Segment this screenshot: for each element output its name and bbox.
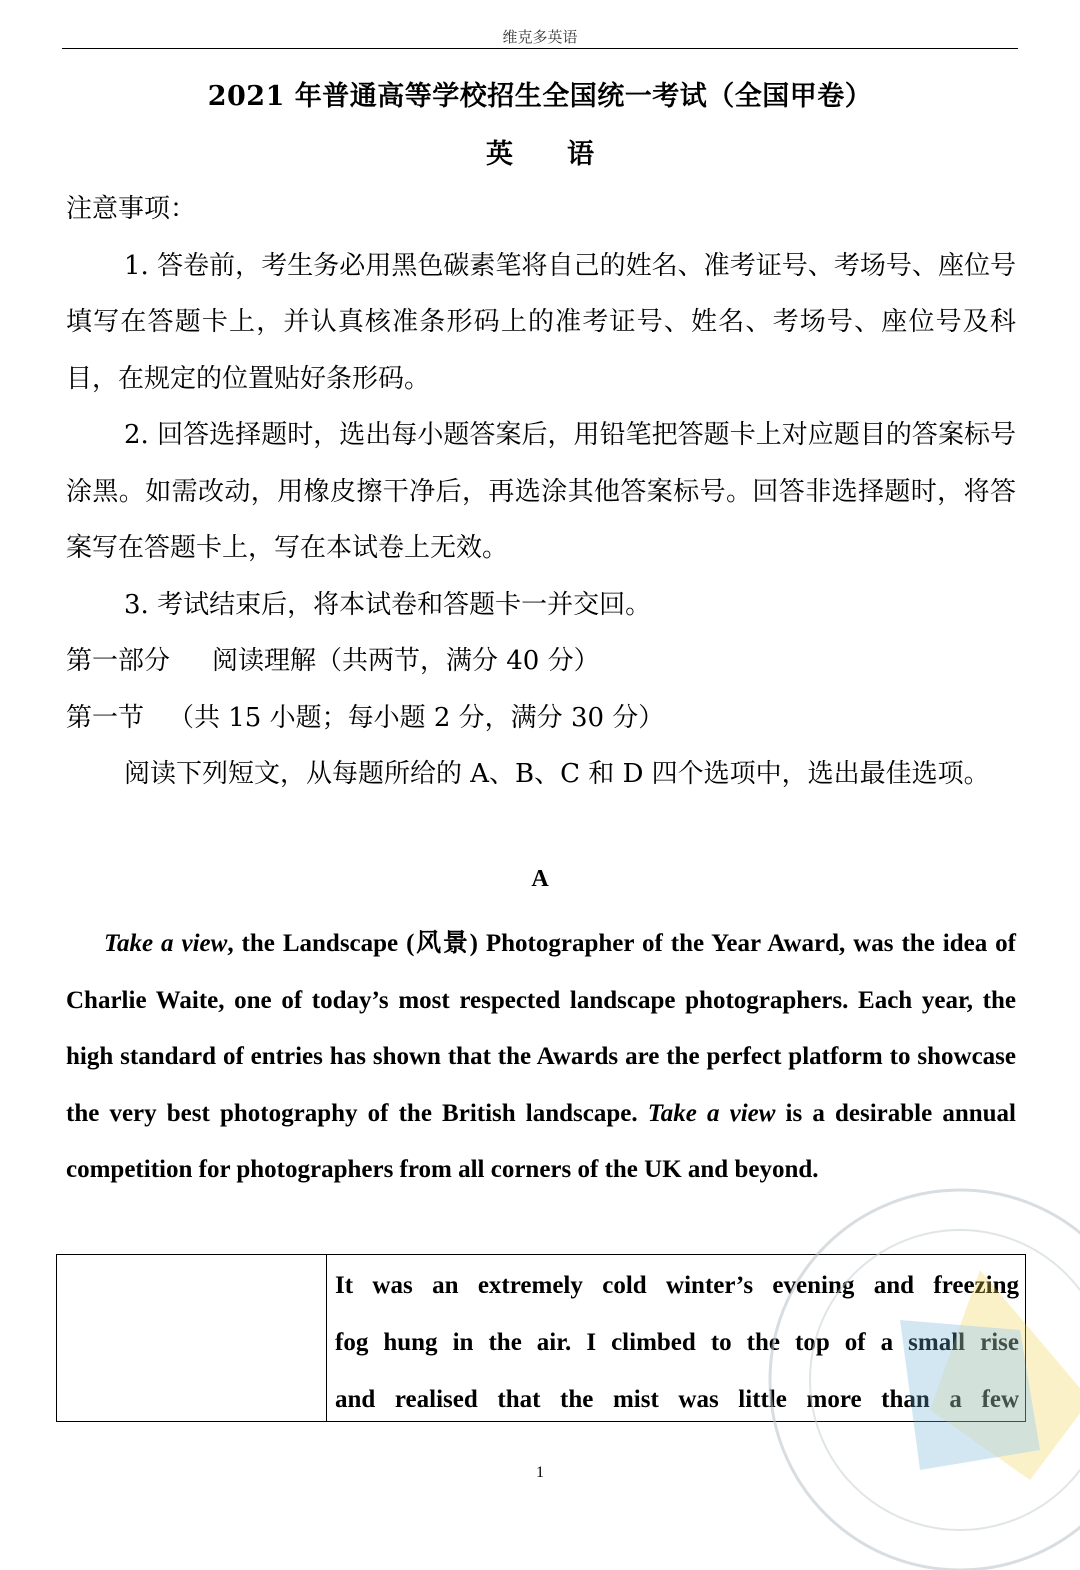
part-heading xyxy=(66,633,1016,690)
entry-table xyxy=(56,1254,1026,1422)
section-label: 第一节 xyxy=(66,702,145,733)
exam-title: 2021 年普通高等学校招生全国统一考试（全国甲卷） xyxy=(207,81,873,112)
part-title: 阅读理解（共两节，满分 40 分） xyxy=(212,646,600,676)
note-item-3: 3. 考试结束后，将本试卷和答题卡一并交回。 xyxy=(124,589,652,620)
note-item-1: 1. 答卷前，考生务必用黑色碳素笔将自己的姓名、准考证号、考场号、座位号填写在答题卡上，并认真核准条形码上的准考证号、姓名、考场号、座位号及科目，在规定的位置贴好条形码。 xyxy=(66,250,1016,394)
passage-text-2: is a desirable annual competition for photographers from all corners of the UK and beyond. xyxy=(66,1099,1016,1183)
passage-paragraph xyxy=(66,916,1016,1199)
part-label: 第一部分 xyxy=(66,646,171,676)
section-title: （共 15 小题；每小题 2 分，满分 30 分） xyxy=(168,702,665,733)
passage-italic-title-2: Take a view xyxy=(647,1099,776,1127)
header-rule xyxy=(62,48,1018,49)
entry-line-3: and realised that the mist was little more than a few xyxy=(335,1386,1019,1413)
entry-line-2: fog hung in the air. I climbed to the top of a small rise xyxy=(335,1329,1019,1356)
passage-italic-title-1: Take a view xyxy=(104,930,228,957)
note-item-2: 2. 回答选择题时，选出每小题答案后，用铅笔把答题卡上对应题目的答案标号涂黑。如需改动，用橡皮擦干净后，再选涂其他答案标号。回答非选择题时，将答案写在答题卡上，写在本试卷上无效。 xyxy=(66,420,1016,563)
subject-title: 英语 xyxy=(486,139,648,170)
exam-instructions xyxy=(66,181,1016,803)
passage-text-1: , the Landscape (风景) Photographer of the Year Award, was the idea of Charlie Waite, one of today’s most respected landscape photographers. Each year, the high standard of entries has shown that the Awards are the perfect platform to showcase the very best photography of the British landscape. xyxy=(66,930,1016,1127)
page-number: 1 xyxy=(536,1464,544,1481)
entry-line-1: It was an extremely cold winter’s evening and freezing xyxy=(335,1272,1019,1299)
entry-text-cell xyxy=(327,1255,1025,1421)
notes-heading: 注意事项： xyxy=(66,194,197,224)
reading-instruction: 阅读下列短文，从每题所给的 A、B、C 和 D 四个选项中，选出最佳选项。 xyxy=(124,759,990,789)
passage-letter: A xyxy=(531,866,549,892)
entry-image-cell xyxy=(57,1255,327,1421)
section-heading xyxy=(66,690,1016,747)
header-label: 维克多英语 xyxy=(502,28,578,46)
